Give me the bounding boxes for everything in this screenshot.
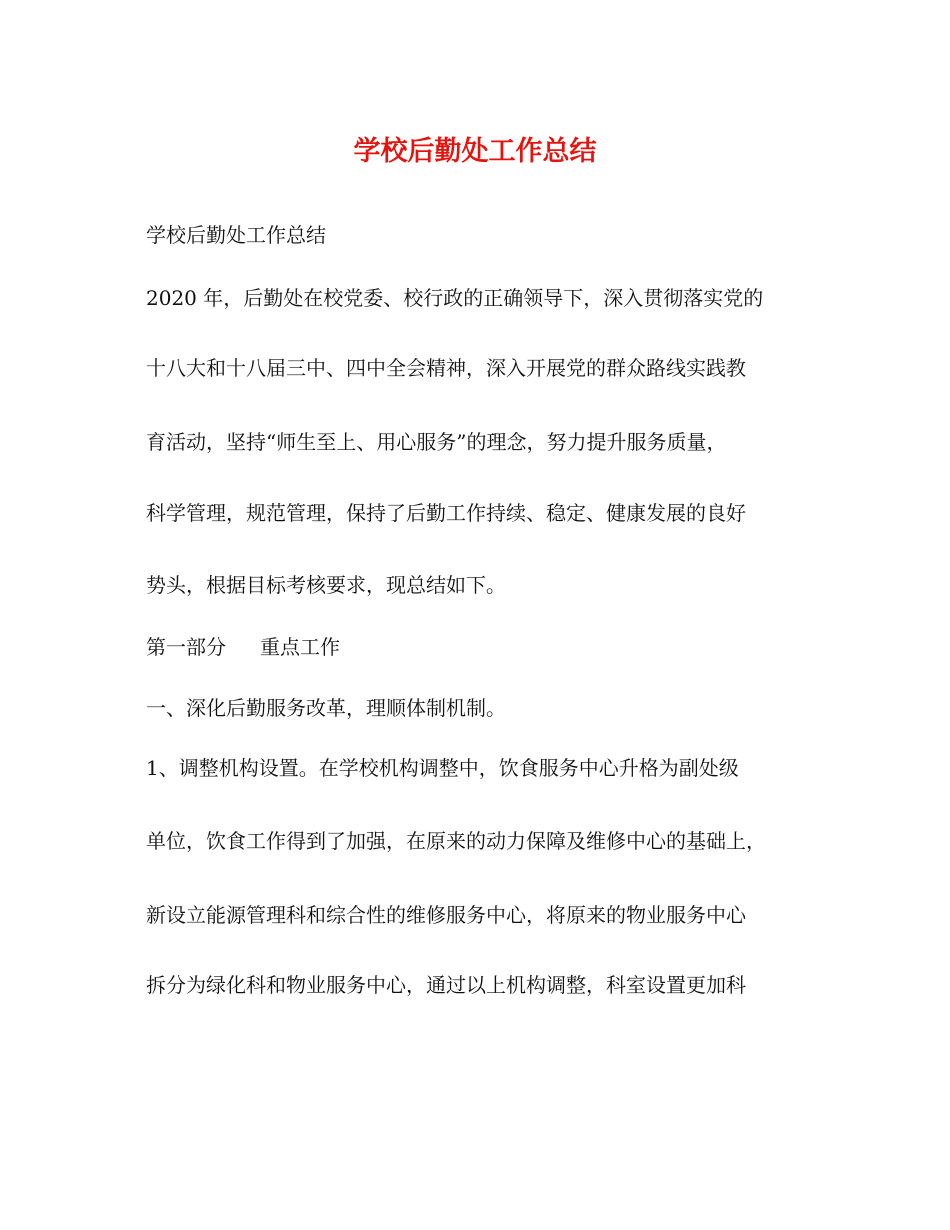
paragraph-line: 科学管理，规范管理，保持了后勤工作持续、稳定、健康发展的良好: [146, 501, 746, 525]
document-subtitle: 学校后勤处工作总结: [146, 223, 326, 247]
paragraph-line: 育活动，坚持“师生至上、用心服务”的理念，努力提升服务质量，: [146, 430, 727, 454]
document-title: 学校后勤处工作总结: [353, 136, 597, 167]
section-heading: 一、深化后勤服务改革，理顺体制机制。: [146, 696, 506, 720]
part-topic: 重点工作: [260, 635, 340, 659]
item-line: 拆分为绿化科和物业服务中心，通过以上机构调整，科室设置更加科: [146, 973, 746, 997]
item-line: 1、调整机构设置。在学校机构调整中，饮食服务中心升格为副处级: [146, 756, 739, 780]
paragraph-line: 2020 年，后勤处在校党委、校行政的正确领导下，深入贯彻落实党的: [146, 286, 764, 310]
part-number: 第一部分: [146, 635, 226, 659]
paragraph-line: 势头，根据目标考核要求，现总结如下。: [146, 573, 506, 597]
paragraph-line: 十八大和十八届三中、四中全会精神，深入开展党的群众路线实践教: [146, 356, 746, 380]
item-line: 新设立能源管理科和综合性的维修服务中心，将原来的物业服务中心: [146, 903, 746, 927]
part-heading: [146, 633, 826, 661]
item-line: 单位，饮食工作得到了加强，在原来的动力保障及维修中心的基础上，: [146, 829, 766, 853]
